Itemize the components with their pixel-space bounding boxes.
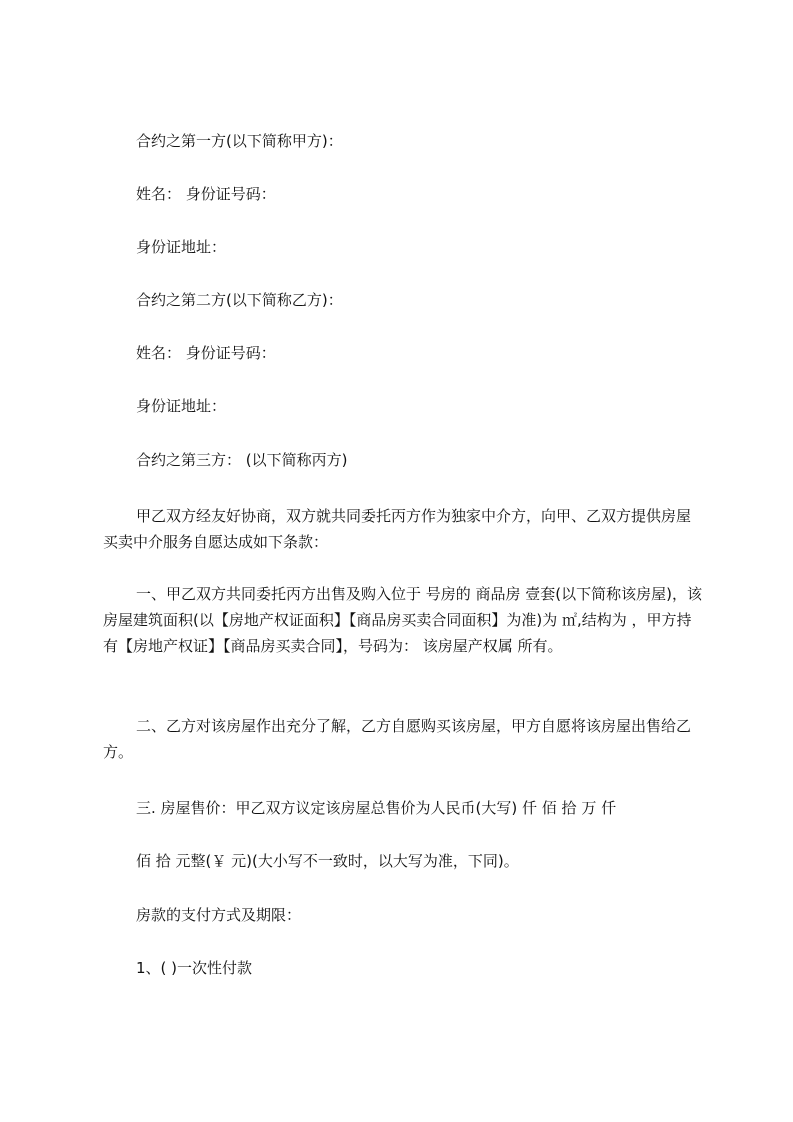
party-a-heading: 合约之第一方(以下简称甲方)： <box>136 132 343 150</box>
party-b-heading: 合约之第二方(以下简称乙方)： <box>136 291 343 309</box>
clause-3-price-line-2: 佰 拾 元整(￥ 元)(大小写不一致时，以大写为准，下同)。 <box>136 852 519 870</box>
party-b-name-id-line: 姓名： 身份证号码： <box>136 344 276 362</box>
clause-1-paragraph: 一、甲乙双方共同委托丙方出售及购入位于 号房的 商品房 壹套(以下简称该房屋)，该房屋建筑面积(以【房地产权证面积】【商品房买卖合同面积】为准)为 ㎡,结构为 ，甲方持有【房地产权证】【商品房买卖合同】，号码为： 该房屋产权属 所有。 <box>103 585 703 655</box>
intro-paragraph: 甲乙双方经友好协商，双方就共同委托丙方作为独家中介方，向甲、乙双方提供房屋买卖中介服务自愿达成如下条款： <box>103 507 692 551</box>
clause-2-paragraph: 二、乙方对该房屋作出充分了解，乙方自愿购买该房屋，甲方自愿将该房屋出售给乙方。 <box>103 717 692 761</box>
party-c-heading: 合约之第三方： (以下简称丙方) <box>136 451 348 469</box>
payment-option-1: 1、( )一次性付款 <box>136 959 253 977</box>
payment-heading: 房款的支付方式及期限： <box>136 906 302 924</box>
party-a-name-id-line: 姓名： 身份证号码： <box>136 185 276 203</box>
clause-3-price-line-1: 三. 房屋售价：甲乙双方议定该房屋总售价为人民币(大写) 仟 佰 拾 万 仟 <box>136 799 617 817</box>
party-a-address-line: 身份证地址： <box>136 238 227 256</box>
party-b-address-line: 身份证地址： <box>136 397 227 415</box>
